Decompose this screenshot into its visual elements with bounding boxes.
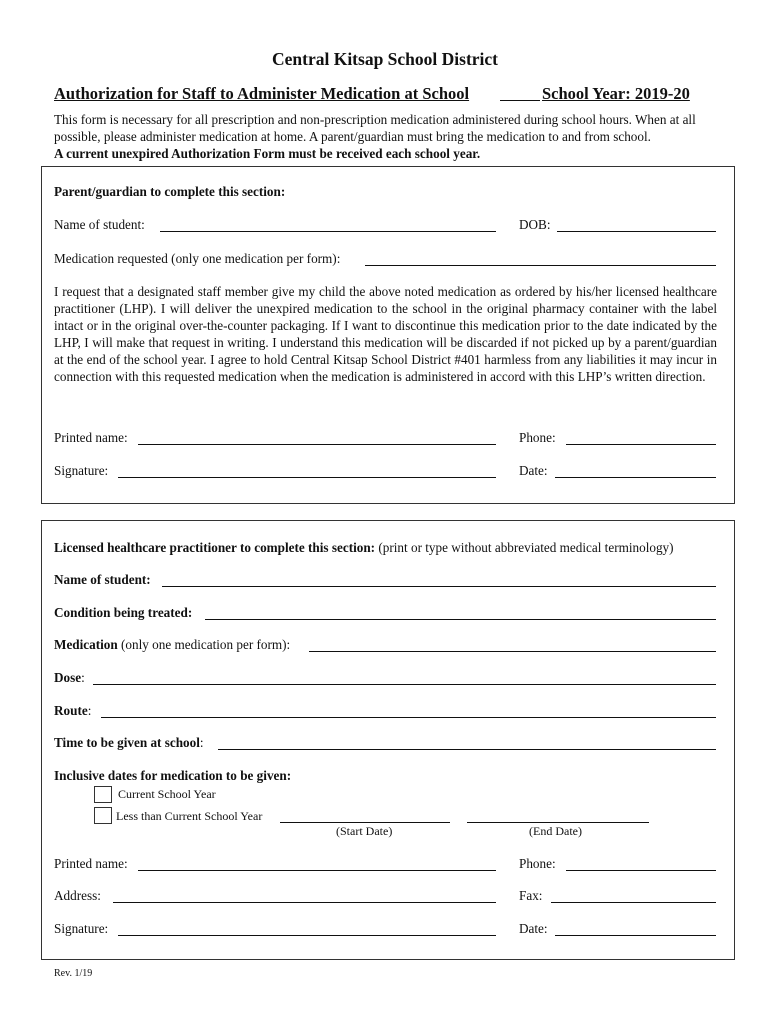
route-label: [54, 703, 91, 719]
parent-authorization-statement: I request that a designated staff member give my child the above noted medication as ordered by his/her licensed healthcare practitioner (LHP). I will deliver the unexpired medication to the school in the original pharmacy container with the label intact or in the original over-the-counter packaging. If I want to discontinue this medication prior to the date indicated by the LHP, I will make that request in writing. I understand this medication will be discarded if not picked up by a parent/guardian at the end of the school year. I agree to hold Central Kitsap School District #401 harmless from any liabilities it may incur in connection with this requested medication when the medication is administered in accord with this LHP’s written direction.: [54, 284, 717, 384]
route-field[interactable]: [101, 717, 716, 718]
time-colon: :: [199, 735, 204, 750]
start-date-caption: (Start Date): [336, 824, 393, 838]
intro-text: [54, 111, 719, 162]
lhp-student-name-field[interactable]: [162, 586, 716, 587]
dose-field[interactable]: [93, 684, 716, 685]
parent-student-name-field[interactable]: [160, 231, 496, 232]
dose-label: [54, 670, 85, 686]
lhp-phone-field[interactable]: [566, 870, 716, 871]
dose-colon: :: [81, 670, 85, 685]
title-underline-gap: [500, 100, 540, 101]
route-colon: :: [87, 703, 92, 718]
start-date-field[interactable]: [280, 822, 450, 823]
revision-note: Rev. 1/19: [54, 968, 93, 979]
lhp-section-heading: [54, 540, 674, 556]
lhp-signature-field[interactable]: [118, 935, 496, 936]
parent-student-name-label: Name of student:: [54, 217, 145, 232]
medication-requested-field[interactable]: [365, 265, 716, 266]
lhp-date-label: Date:: [519, 921, 548, 936]
lhp-heading-note: (print or type without abbreviated medical terminology): [378, 540, 674, 555]
address-field[interactable]: [113, 902, 496, 903]
condition-label: Condition being treated:: [54, 605, 193, 620]
less-than-year-label: Less than Current School Year: [116, 809, 263, 823]
fax-field[interactable]: [551, 902, 716, 903]
lhp-signature-label: Signature:: [54, 921, 109, 936]
lhp-student-name-label: Name of student:: [54, 572, 151, 587]
parent-signature-field[interactable]: [118, 477, 496, 478]
district-name: Central Kitsap School District: [271, 49, 499, 69]
school-year: School Year: 2019-20: [542, 84, 690, 103]
intro-paragraph: This form is necessary for all prescription and non-prescription medication administered during school hours. When at all possible, please administer medication at home. A parent/guardian must bring the medication to and from school.: [54, 112, 696, 144]
parent-phone-label: Phone:: [519, 430, 556, 445]
current-school-year-checkbox[interactable]: [94, 786, 112, 803]
lhp-date-field[interactable]: [555, 935, 716, 936]
lhp-medication-field[interactable]: [309, 651, 716, 652]
dob-label: DOB:: [519, 217, 551, 232]
parent-printed-name-label: Printed name:: [54, 430, 128, 445]
medication-requested-label: Medication requested (only one medication per form):: [54, 251, 341, 266]
end-date-field[interactable]: [467, 822, 649, 823]
lhp-phone-label: Phone:: [519, 856, 556, 871]
lhp-heading-text: Licensed healthcare practitioner to complete this section:: [54, 540, 376, 555]
lhp-medication-text: Medication: [54, 637, 118, 652]
less-than-year-checkbox[interactable]: [94, 807, 112, 824]
dob-field[interactable]: [557, 231, 716, 232]
form-title: Authorization for Staff to Administer Medication at School: [54, 84, 470, 103]
dose-text: Dose: [54, 670, 82, 685]
inclusive-dates-label: Inclusive dates for medication to be given:: [54, 768, 292, 783]
condition-field[interactable]: [205, 619, 716, 620]
fax-label: Fax:: [519, 888, 543, 903]
parent-signature-label: Signature:: [54, 463, 109, 478]
address-label: Address:: [54, 888, 101, 903]
parent-printed-name-field[interactable]: [138, 444, 496, 445]
parent-date-field[interactable]: [555, 477, 716, 478]
end-date-caption: (End Date): [529, 824, 582, 838]
intro-bold-notice: A current unexpired Authorization Form must be received each school year.: [54, 146, 481, 161]
parent-phone-field[interactable]: [566, 444, 716, 445]
route-text: Route: [54, 703, 88, 718]
time-label: [54, 735, 204, 751]
current-school-year-label: Current School Year: [118, 787, 216, 801]
parent-section-heading: Parent/guardian to complete this section:: [54, 184, 286, 199]
lhp-printed-name-field[interactable]: [138, 870, 496, 871]
parent-date-label: Date:: [519, 463, 548, 478]
lhp-medication-note: (only one medication per form):: [121, 637, 291, 652]
time-text: Time to be given at school: [54, 735, 200, 750]
time-field[interactable]: [218, 749, 716, 750]
lhp-medication-label: [54, 637, 290, 653]
lhp-printed-name-label: Printed name:: [54, 856, 128, 871]
